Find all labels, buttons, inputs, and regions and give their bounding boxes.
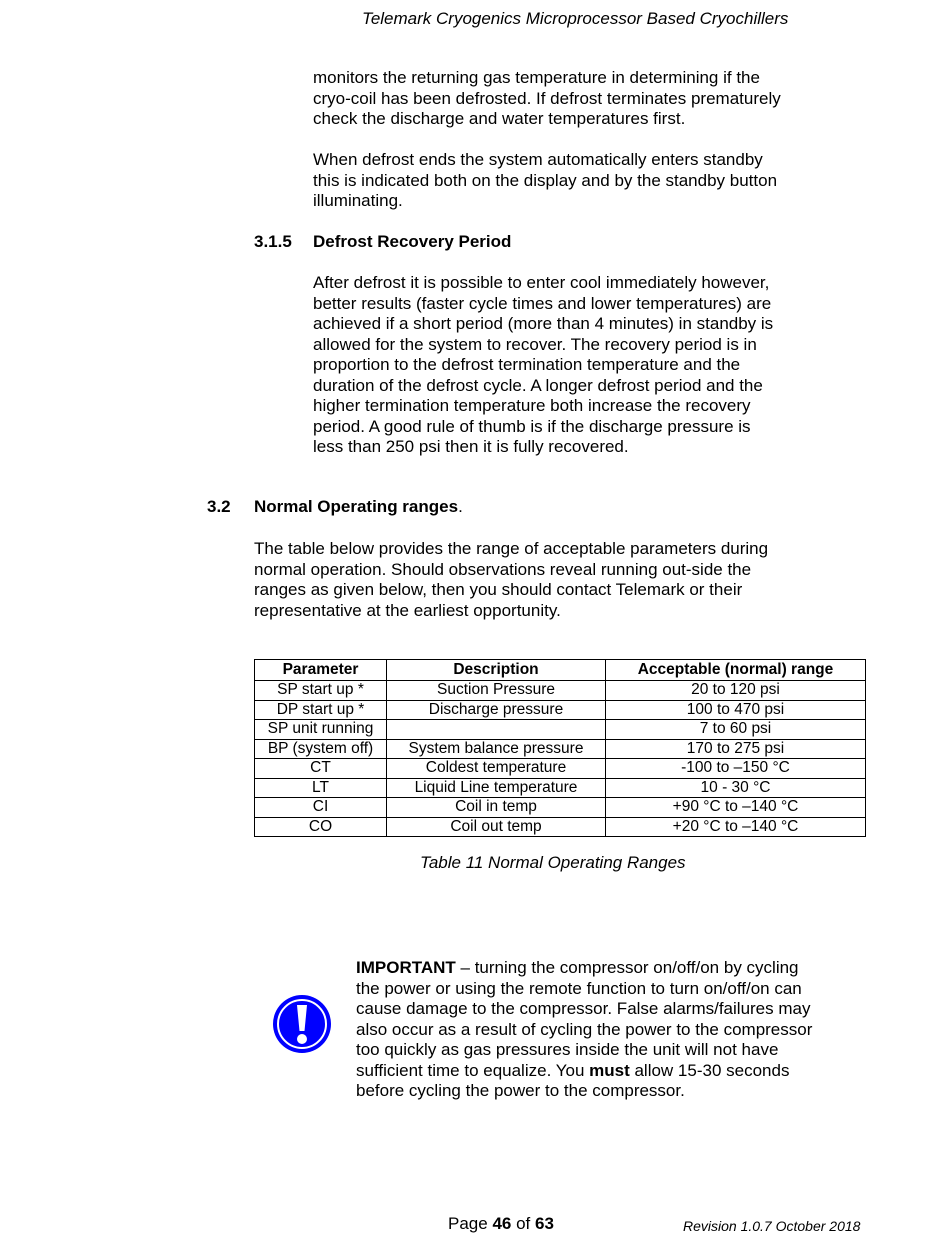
cell-range: 20 to 120 psi <box>606 681 866 701</box>
cell-parameter: CO <box>255 817 387 837</box>
section-3-1-5-number: 3.1.5 <box>254 232 292 251</box>
important-notice <box>356 958 826 1102</box>
page-header-title: Telemark Cryogenics Microprocessor Based Cryochillers <box>362 9 789 28</box>
section-3-2-heading <box>254 497 463 518</box>
important-lead: IMPORTANT <box>356 958 456 977</box>
cell-parameter: LT <box>255 778 387 798</box>
cell-parameter: SP unit running <box>255 720 387 740</box>
cell-parameter: CI <box>255 798 387 818</box>
column-header-range: Acceptable (normal) range <box>606 660 866 681</box>
column-header-description: Description <box>387 660 606 681</box>
column-header-parameter: Parameter <box>255 660 387 681</box>
table-row <box>255 700 866 720</box>
page-number-prefix: Page <box>448 1214 493 1233</box>
cell-parameter: BP (system off) <box>255 739 387 759</box>
table-row <box>255 739 866 759</box>
table-header-row <box>255 660 866 681</box>
cell-description: Discharge pressure <box>387 700 606 720</box>
revision-label: Revision 1.0.7 October 2018 <box>683 1218 861 1234</box>
cell-description: Liquid Line temperature <box>387 778 606 798</box>
table-row <box>255 817 866 837</box>
cell-description: Coil out temp <box>387 817 606 837</box>
table-row <box>255 681 866 701</box>
page-number-of: of <box>511 1214 535 1233</box>
cell-description: Coldest temperature <box>387 759 606 779</box>
table-row <box>255 759 866 779</box>
paragraph-table-intro: The table below provides the range of acceptable parameters during normal operation. Should observations reveal running out-side the ranges as given below, then you should contact Telemark or their representative at the earliest opportunity. <box>254 539 769 620</box>
cell-range: 170 to 275 psi <box>606 739 866 759</box>
cell-description: Coil in temp <box>387 798 606 818</box>
cell-range: 10 - 30 °C <box>606 778 866 798</box>
page-number-total: 63 <box>534 1214 554 1233</box>
cell-range: +90 °C to –140 °C <box>606 798 866 818</box>
paragraph-defrost-monitor: monitors the returning gas temperature in determining if the cryo-coil has been defrosted. If defrost terminates prematurely check the discharge and water temperatures first. <box>313 68 781 128</box>
operating-ranges-table <box>254 659 866 837</box>
important-text-2: allow 15-30 seconds before cycling the power to the compressor. <box>356 1060 790 1100</box>
exclamation-icon <box>272 994 332 1054</box>
section-3-2-title-period: . <box>458 497 463 516</box>
cell-range: +20 °C to –140 °C <box>606 817 866 837</box>
cell-parameter: DP start up * <box>255 700 387 720</box>
cell-range: -100 to –150 °C <box>606 759 866 779</box>
paragraph-defrost-end: When defrost ends the system automatically enters standby this is indicated both on the display and by the standby button illuminating. <box>313 150 778 210</box>
table-caption: Table 11 Normal Operating Ranges <box>420 853 686 872</box>
page-number-current: 46 <box>492 1214 512 1233</box>
page-number <box>448 1214 554 1235</box>
table-row <box>255 720 866 740</box>
section-3-2-title: Normal Operating ranges <box>254 497 459 516</box>
table-row <box>255 778 866 798</box>
cell-range: 100 to 470 psi <box>606 700 866 720</box>
section-3-1-5-title: Defrost Recovery Period <box>313 232 512 251</box>
cell-parameter: SP start up * <box>255 681 387 701</box>
section-3-2-number: 3.2 <box>207 497 231 516</box>
table-row <box>255 798 866 818</box>
cell-range: 7 to 60 psi <box>606 720 866 740</box>
paragraph-recovery-period: After defrost it is possible to enter cool immediately however, better results (faster cycle times and lower temperatures) are achieved if a short period (more than 4 minutes) in standby is allowed for the system to recover. The recovery period is in proportion to the defrost termination temperature and the duration of the defrost cycle. A longer defrost period and the higher termination temperature both increase the recovery period. A good rule of thumb is if the discharge pressure is less than 250 psi then it is fully recovered. <box>313 273 774 456</box>
cell-parameter: CT <box>255 759 387 779</box>
cell-description <box>387 720 606 740</box>
cell-description: Suction Pressure <box>387 681 606 701</box>
important-text-1: – turning the compressor on/off/on by cycling the power or using the remote function to turn on/off/on can cause damage to the compressor. False alarms/failures may also occur as a result of cycling the power to the compressor too quickly as gas pressures inside the unit will not have sufficient time to equalize. You <box>356 958 813 1080</box>
cell-description: System balance pressure <box>387 739 606 759</box>
important-emphasis: must <box>589 1060 630 1080</box>
